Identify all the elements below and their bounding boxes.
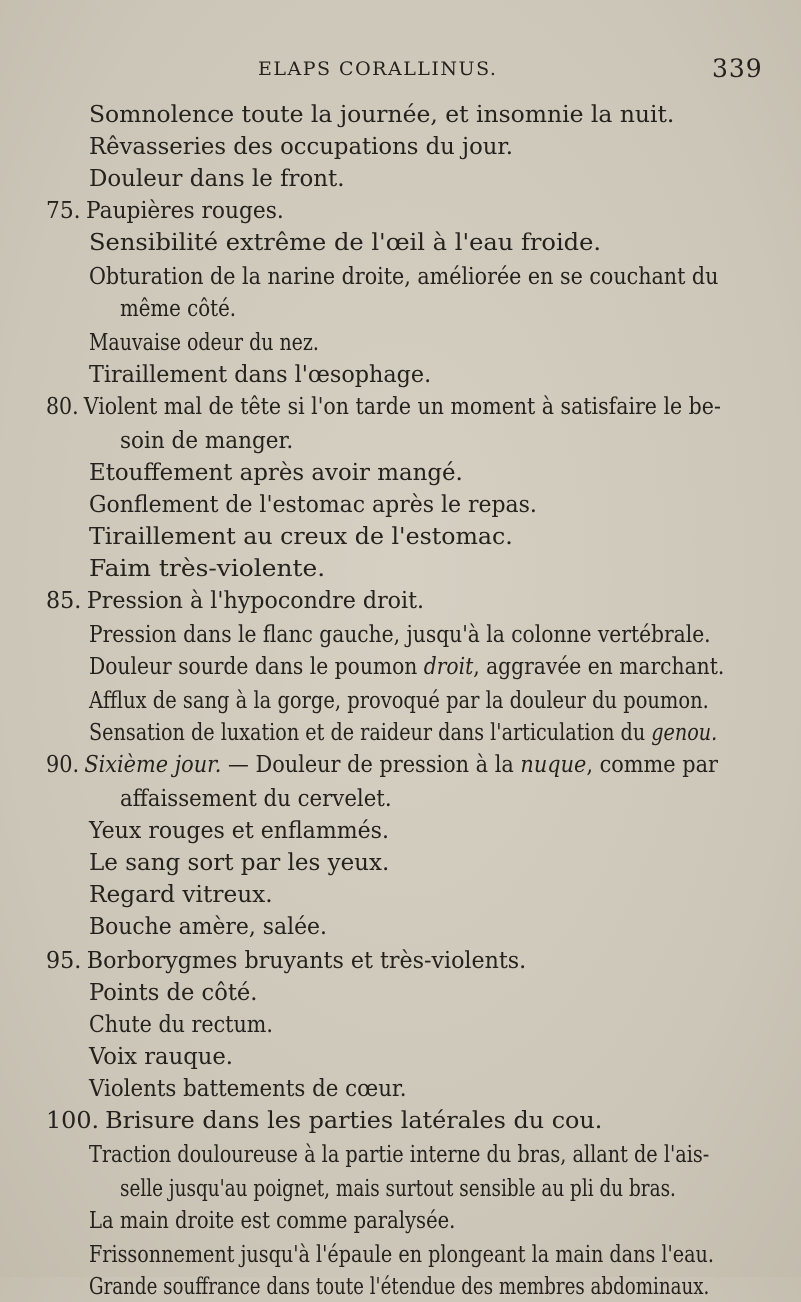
text-line: selle jusqu'au poignet, mais surtout sensible au pli du bras.: [120, 1176, 676, 1202]
text-line: Somnolence toute la journée, et insomnie la nuit.: [89, 102, 675, 128]
text-line: Afflux de sang à la gorge, provoqué par la douleur du poumon.: [89, 688, 709, 714]
text-line: Yeux rouges et enflammés.: [89, 818, 389, 844]
page-header: [0, 52, 801, 86]
text-line: Tiraillement dans l'œsophage.: [89, 362, 432, 388]
line-number: 90.: [46, 752, 80, 778]
text-line: Bouche amère, salée.: [89, 914, 327, 940]
text-line: affaissement du cervelet.: [120, 786, 392, 812]
line-number: 100.: [46, 1108, 100, 1134]
text-line: Douleur dans le front.: [89, 166, 345, 192]
line-number: 75.: [46, 198, 81, 224]
text-line: Sensibilité extrême de l'œil à l'eau froide.: [89, 230, 602, 256]
text-line: Rêvasseries des occupations du jour.: [89, 134, 514, 160]
text-line: Gonflement de l'estomac après le repas.: [89, 492, 537, 518]
text-line: Tiraillement au creux de l'estomac.: [89, 524, 513, 550]
text-line: Etouffement après avoir mangé.: [89, 460, 463, 486]
line-number: 85.: [46, 588, 82, 614]
numbered-line: 80. Violent mal de tête si l'on tarde un moment à satisfaire le be-: [46, 394, 721, 420]
text-line: Faim très-violente.: [89, 556, 326, 582]
line-number: 80.: [46, 394, 79, 420]
text-line: Grande souffrance dans toute l'étendue des membres abdominaux.: [89, 1274, 710, 1300]
text-line: Pression dans le flanc gauche, jusqu'à la colonne vertébrale.: [89, 622, 711, 648]
numbered-line: 90. Sixième jour. — Douleur de pression à la nuque, comme par: [46, 752, 718, 778]
text-line: Obturation de la narine droite, améliorée en se couchant du: [89, 264, 719, 290]
text-line: soin de manger.: [120, 428, 294, 454]
text-line: Traction douloureuse à la partie interne du bras, allant de l'ais-: [89, 1142, 710, 1168]
text-line: Sensation de luxation et de raideur dans l'articulation du genou.: [89, 720, 718, 746]
numbered-line: 75. Paupières rouges.: [46, 198, 284, 224]
text-line: Frissonnement jusqu'à l'épaule en plongeant la main dans l'eau.: [89, 1242, 714, 1268]
numbered-line: 95. Borborygmes bruyants et très-violents.: [46, 948, 527, 974]
text-line: Le sang sort par les yeux.: [89, 850, 390, 876]
text-line: Violents battements de cœur.: [89, 1076, 407, 1102]
text-line: Mauvaise odeur du nez.: [89, 330, 319, 356]
text-line: La main droite est comme paralysée.: [89, 1208, 456, 1234]
text-line: Regard vitreux.: [89, 882, 273, 908]
text-line: Points de côté.: [89, 980, 258, 1006]
text-line: Voix rauque.: [89, 1044, 233, 1070]
numbered-line: 85. Pression à l'hypocondre droit.: [46, 588, 425, 614]
running-head: ELAPS CORALLINUS.: [258, 58, 498, 80]
page-number: 339: [712, 54, 763, 83]
numbered-line: 100. Brisure dans les parties latérales du cou.: [46, 1108, 603, 1134]
text-line: Chute du rectum.: [89, 1012, 273, 1038]
text-line: Douleur sourde dans le poumon droit, aggravée en marchant.: [89, 654, 725, 680]
text-line: même côté.: [120, 296, 237, 322]
line-number: 95.: [46, 948, 82, 974]
